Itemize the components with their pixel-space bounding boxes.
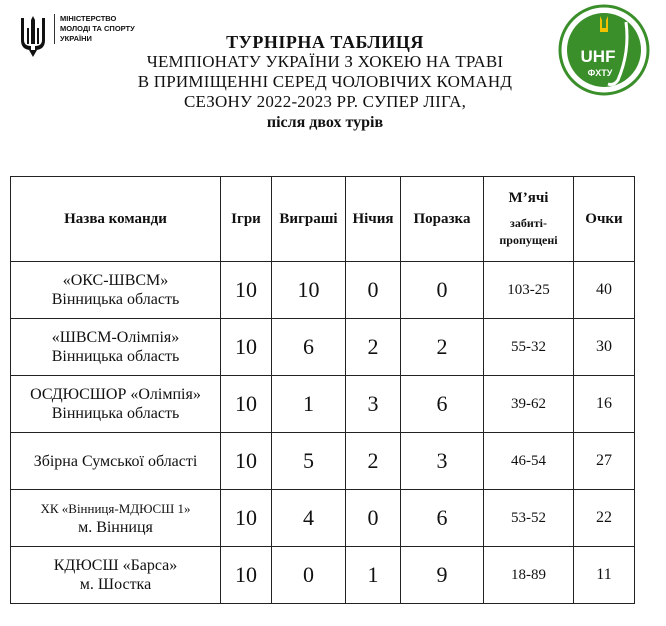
federation-logo-subtext: ФХТУ — [587, 68, 613, 78]
games-cell: 10 — [221, 490, 272, 547]
header-goals-sub: забиті-пропущені — [499, 215, 558, 247]
team-region: Вінницька область — [51, 291, 180, 308]
standings-table — [10, 176, 635, 604]
games-cell: 10 — [221, 319, 272, 376]
header-wins: Виграші — [272, 177, 346, 262]
draws-cell: 2 — [346, 433, 401, 490]
ministry-line-2: МОЛОДІ ТА СПОРТУ — [60, 24, 135, 33]
games-cell: 10 — [221, 547, 272, 604]
games-cell: 10 — [221, 262, 272, 319]
header-goals-label: М’ячі — [508, 189, 549, 206]
points-cell: 40 — [574, 262, 635, 319]
team-cell — [11, 433, 221, 490]
table-row — [11, 547, 635, 604]
wins-cell: 1 — [272, 376, 346, 433]
team-name: «ОКС-ШВСМ» — [62, 272, 169, 289]
title-line-3: СЕЗОНУ 2022-2023 РР. СУПЕР ЛІГА, — [183, 92, 467, 111]
goals-cell: 103-25 — [484, 262, 574, 319]
losses-cell: 3 — [401, 433, 484, 490]
points-cell: 30 — [574, 319, 635, 376]
games-cell: 10 — [221, 433, 272, 490]
team-name: КДЮСШ «Барса» — [53, 557, 178, 574]
ministry-line-3: УКРАЇНИ — [60, 34, 92, 43]
team-name: ОСДЮСШОР «Олімпія» — [30, 386, 201, 403]
title-line-2: В ПРИМІЩЕННІ СЕРЕД ЧОЛОВІЧИХ КОМАНД — [137, 72, 513, 91]
points-cell: 22 — [574, 490, 635, 547]
losses-cell: 6 — [401, 490, 484, 547]
team-region: м. Шостка — [79, 576, 152, 593]
team-cell — [11, 319, 221, 376]
wins-cell: 6 — [272, 319, 346, 376]
federation-logo — [556, 2, 652, 98]
header-draws: Нічия — [346, 177, 401, 262]
wins-cell: 5 — [272, 433, 346, 490]
draws-cell: 0 — [346, 490, 401, 547]
team-region: Вінницька область — [51, 405, 180, 422]
wins-cell: 0 — [272, 547, 346, 604]
points-cell: 11 — [574, 547, 635, 604]
team-name: «ШВСМ-Олімпія» — [51, 329, 180, 346]
table-row — [11, 319, 635, 376]
trident-icon — [18, 14, 48, 58]
title-main: ТУРНІРНА ТАБЛИЦЯ — [226, 32, 424, 52]
wins-cell: 4 — [272, 490, 346, 547]
header-losses: Поразка — [401, 177, 484, 262]
title-after-rounds: після двох турів — [266, 114, 384, 131]
team-region: м. Вінниця — [78, 519, 153, 536]
table-row — [11, 433, 635, 490]
losses-cell: 0 — [401, 262, 484, 319]
team-region: Вінницька область — [51, 348, 180, 365]
goals-cell: 55-32 — [484, 319, 574, 376]
header-team: Назва команди — [11, 177, 221, 262]
table-row — [11, 262, 635, 319]
points-cell: 16 — [574, 376, 635, 433]
losses-cell: 9 — [401, 547, 484, 604]
header-goals — [484, 177, 574, 262]
team-name: Збірна Сумської області — [33, 452, 198, 470]
team-cell — [11, 490, 221, 547]
goals-cell: 18-89 — [484, 547, 574, 604]
draws-cell: 2 — [346, 319, 401, 376]
draws-cell: 0 — [346, 262, 401, 319]
losses-cell: 2 — [401, 319, 484, 376]
games-cell: 10 — [221, 376, 272, 433]
draws-cell: 1 — [346, 547, 401, 604]
goals-cell: 53-52 — [484, 490, 574, 547]
goals-cell: 39-62 — [484, 376, 574, 433]
table-row — [11, 490, 635, 547]
document-title — [100, 32, 550, 133]
team-cell — [11, 262, 221, 319]
goals-cell: 46-54 — [484, 433, 574, 490]
team-name: ХК «Вінниця-МДЮСШ 1» — [40, 501, 191, 516]
header-row — [11, 177, 635, 262]
draws-cell: 3 — [346, 376, 401, 433]
title-line-1: ЧЕМПІОНАТУ УКРАЇНИ З ХОКЕЮ НА ТРАВІ — [146, 52, 504, 71]
ministry-line-1: МІНІСТЕРСТВО — [60, 14, 117, 23]
header-points: Очки — [574, 177, 635, 262]
team-cell — [11, 547, 221, 604]
table-row — [11, 376, 635, 433]
federation-logo-text: UHF — [580, 47, 616, 66]
wins-cell: 10 — [272, 262, 346, 319]
header-games: Ігри — [221, 177, 272, 262]
points-cell: 27 — [574, 433, 635, 490]
losses-cell: 6 — [401, 376, 484, 433]
team-cell — [11, 376, 221, 433]
